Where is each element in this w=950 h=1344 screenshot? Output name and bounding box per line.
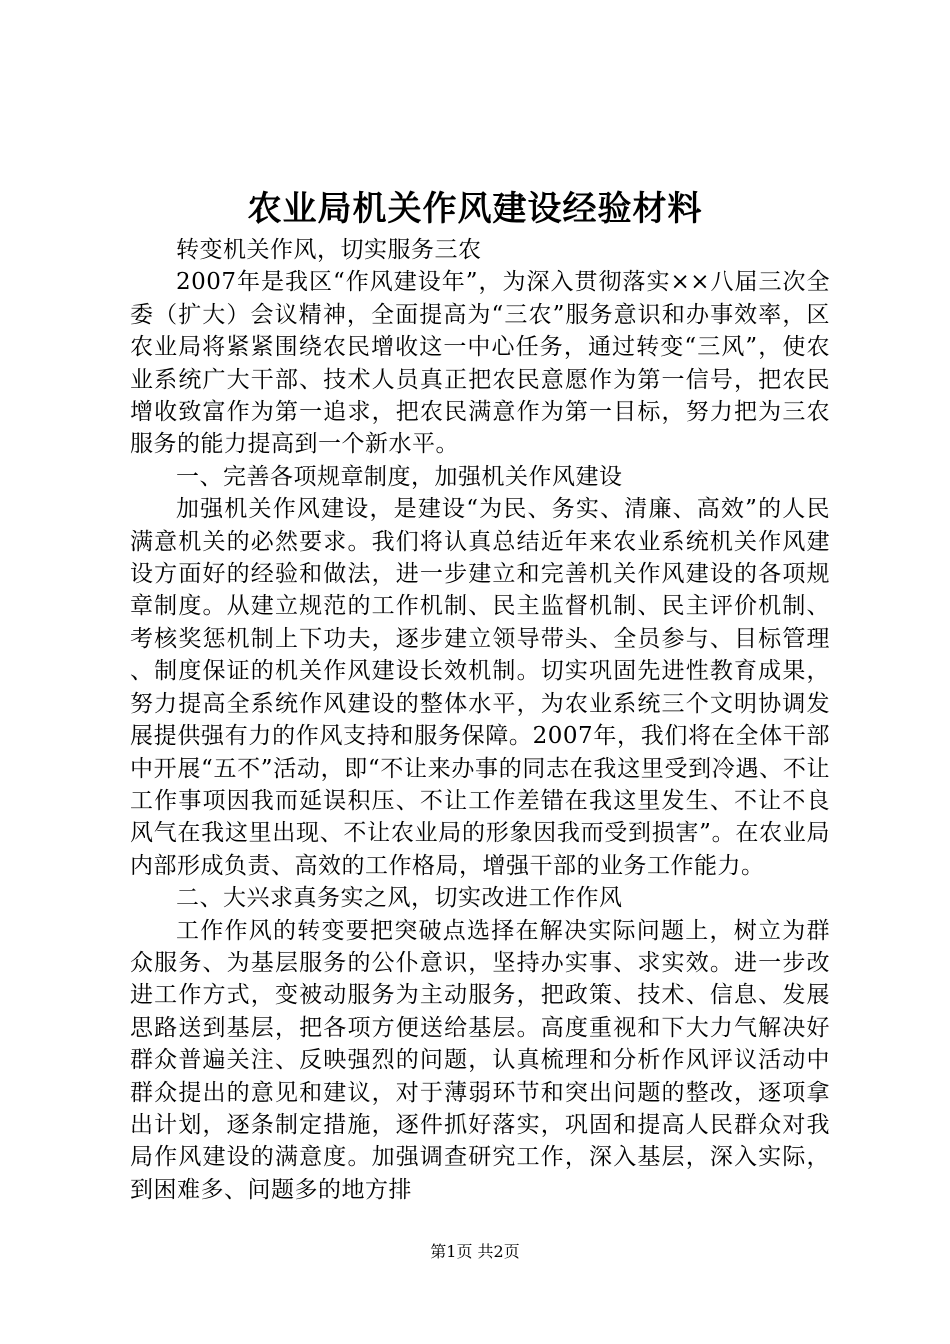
section-1-paragraph: 加强机关作风建设，是建设“为民、务实、清廉、高效”的人民满意机关的必然要求。我们将认真总结近年来农业系统机关作风建设方面好的经验和做法，进一步建立和完善机关作风建设的各项规章制度。从建立规范的工作机制、民主监督机制、民主评价机制、考核奖惩机制上下功夫，逐步建立领导带头、全员参与、目标管理、制度保证的机关作风建设长效机制。切实巩固先进性教育成果，努力提高全系统作风建设的整体水平，为农业系统三个文明协调发展提供强有力的作风支持和服务保障。2007年，我们将在全体干部中开展“五不”活动，即“不让来办事的同志在我这里受到冷遇、不让工作事项因我而延误积压、不让工作差错在我这里发生、不让不良风气在我这里出现、不让农业局的形象因我而受到损害”。在农业局内部形成负责、高效的工作格局，增强干部的业务工作能力。	[130, 496, 830, 879]
document-subtitle: 转变机关作风，切实服务三农	[176, 237, 482, 263]
section-2-heading: 二、大兴求真务实之风，切实改进工作作风	[176, 885, 623, 912]
intro-paragraph: 2007年是我区“作风建设年”，为深入贯彻落实××八届三次全委（扩大）会议精神，全面提高为“三农”服务意识和办事效率，区农业局将紧紧围绕农民增收这一中心任务，通过转变“三风”，使农业系统广大干部、技术人员真正把农民意愿作为第一信号，把农民增收致富作为第一追求，把农民满意作为第一目标，努力把为三农服务的能力提高到一个新水平。	[130, 269, 830, 458]
page-footer: 第1页 共2页	[430, 1242, 520, 1261]
section-1-heading: 一、完善各项规章制度，加强机关作风建设	[176, 463, 623, 490]
document-title: 农业局机关作风建设经验材料	[247, 189, 703, 229]
section-2-paragraph: 工作作风的转变要把突破点选择在解决实际问题上，树立为群众服务、为基层服务的公仆意识，坚持办实事、求实效。进一步改进工作方式，变被动服务为主动服务，把政策、技术、信息、发展思路送到基层，把各项方便送给基层。高度重视和下大力气解决好群众普遍关注、反映强烈的问题，认真梳理和分析作风评议活动中群众提出的意见和建议，对于薄弱环节和突出问题的整改，逐项拿出计划，逐条制定措施，逐件抓好落实，巩固和提高人民群众对我局作风建设的满意度。加强调查研究工作，深入基层，深入实际，到困难多、问题多的地方排	[130, 917, 830, 1203]
document-body	[130, 234, 830, 1206]
